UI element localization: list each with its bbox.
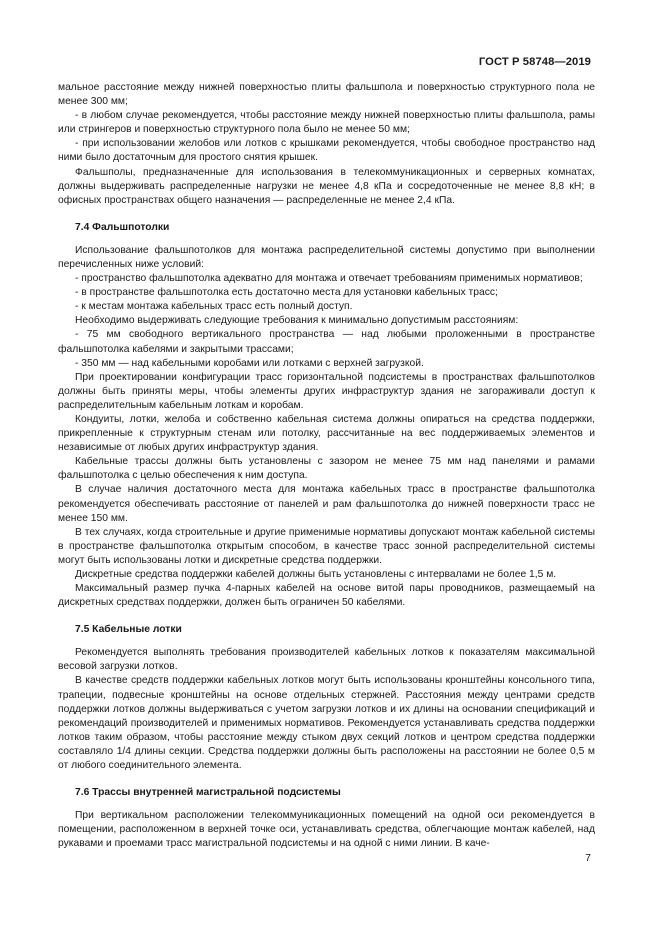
paragraph: В качестве средств поддержки кабельных лотков могут быть использованы кронштейны консольного типа, трапеции, подвесные кронштейны на основе отдельных стержней. Расстояния между центрами средств поддержки лотков должны выдерживаться с учетом загрузки лотков и их длины на основании спецификаций и рекомендаций производителей и применимых нормативов. Рекомендуется устанавливать средства поддержки лотков таким образом, чтобы расстояние между стыком двух секций лотков и центром средства поддержки составляло 1/4 длины секции. Средства поддержки должны быть расположены на расстоянии не более 0,5 м от любого соединительного элемента. [58,675,595,772]
paragraph: - в любом случае рекомендуется, чтобы расстояние между нижней поверхностью плиты фальшпола, рамы или стрингеров и поверхностью структурного пола было не менее 50 мм; [58,110,595,136]
paragraph: Фальшполы, предназначенные для использования в телекоммуникационных и серверных комнатах, должны выдерживать распределенные нагрузки не менее 4,8 кПа и сосредоточенные не менее 8,8 кН; в офисных пространствах общего назначения — распределенные не менее 2,4 кПа. [58,166,595,206]
page-number: 7 [585,852,591,864]
paragraph: Максимальный размер пучка 4-парных кабелей на основе витой пары проводников, размещаемый на дискретных средствах поддержки, должен быть ограничен 50 кабелями. [58,583,595,609]
paragraph: Рекомендуется выполнять требования производителей кабельных лотков к показателям максимальной весовой загрузки лотков. [58,647,595,673]
section-heading: 7.5 Кабельные лотки [75,624,182,636]
paragraph: - пространство фальшпотолка адекватно для монтажа и отвечает требованиям применимых нормативов; [75,273,583,285]
section-heading: 7.4 Фальшпотолки [75,221,170,233]
paragraph: В случае наличия достаточного места для монтажа кабельных трасс в пространстве фальшпотолка рекомендуется обеспечивать расстояние от панелей и рам фальшпотолка до нижней поверхности трасс не менее 150 мм. [58,484,595,524]
paragraph: - при использовании желобов или лотков с крышками рекомендуется, чтобы свободное пространство над ними было достаточным для простого снятия крышек. [58,138,595,164]
paragraph: - 75 мм свободного вертикального пространства — над любыми проложенными в пространстве фальшпотолка кабелями и закрытыми трассами; [58,329,595,355]
page-body [58,81,595,851]
paragraph: Кабельные трассы должны быть установлены с зазором не менее 75 мм над панелями и рамами фальшпотолка с целью обеспечения к ним доступа. [58,456,595,482]
paragraph: В тех случаях, когда строительные и другие применимые нормативы допускают монтаж кабельной системы в пространстве фальшпотолка открытым способом, в качестве трасс зонной распределительной системы могут быть использованы лотки и дискретные средства поддержки. [58,526,595,566]
paragraph: - к местам монтажа кабельных трасс есть полный доступ. [75,301,353,313]
paragraph: Дискретные средства поддержки кабелей должны быть установлены с интервалами не более 1,5 м. [75,569,557,580]
document-header: ГОСТ Р 58748—2019 [478,56,591,68]
paragraph: Необходимо выдерживать следующие требования к минимально допустимым расстояниям: [75,315,519,327]
paragraph: мальное расстояние между нижней поверхностью плиты фальшпола и поверхностью структурного пола не менее 300 мм; [58,82,595,108]
paragraph: - в пространстве фальшпотолка есть достаточно места для установки кабельных трасс; [75,287,498,299]
paragraph: - 350 мм — над кабельными коробами или лотками с верхней загрузкой. [75,357,424,369]
paragraph: При вертикальном расположении телекоммуникационных помещений на одной оси рекомендуется в помещении, расположенном в верхней точке оси, устанавливать средства, облегчающие монтаж кабелей, над рукавами и проемами трасс магистральной подсистемы и на одной с ними линии. В каче- [58,810,595,850]
paragraph: Кондуиты, лотки, желоба и собственно кабельная система должны опираться на средства поддержки, прикрепленные к структурным стенам или потолку, рассчитанные на вес поддерживаемых элементов и независимые от любых других инфраструктур здания. [58,413,595,454]
paragraph: При проектировании конфигурации трасс горизонтальной подсистемы в пространствах фальшпотолков должны быть приняты меры, чтобы элементы других инфраструктур здания не загораживали доступ к распределительным кабельным лоткам и коробам. [58,371,595,411]
section-heading: 7.6 Трассы внутренней магистральной подсистемы [75,787,341,799]
paragraph: Использование фальшпотолков для монтажа распределительной системы допустимо при выполнении перечисленных ниже условий: [58,244,595,270]
